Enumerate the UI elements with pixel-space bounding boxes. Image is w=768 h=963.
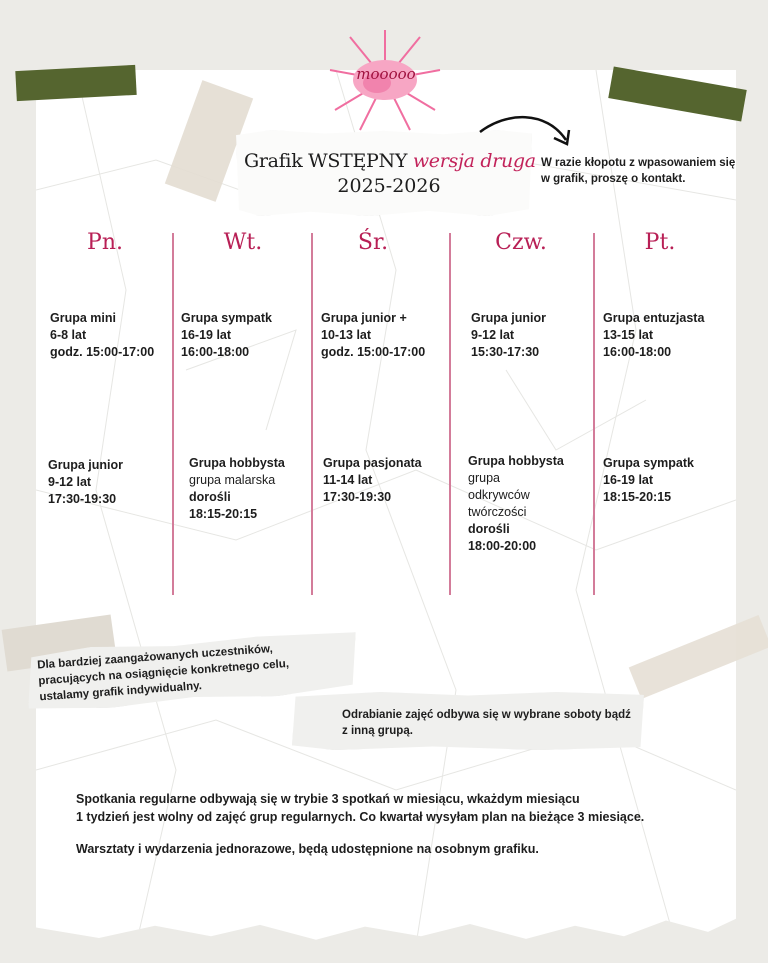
day-header-monday: Pn. xyxy=(87,230,123,255)
day-header-friday: Pt. xyxy=(644,230,676,255)
group-name: Grupa hobbysta xyxy=(189,456,285,470)
group-name: Grupa sympatk xyxy=(603,456,695,470)
slot-detail: 18:15-20:15 xyxy=(189,507,258,521)
slot-detail: godz. 15:00-17:00 xyxy=(50,345,155,359)
slot-detail: dorośli xyxy=(189,490,231,504)
footer-line-2: 1 tydzień jest wolny od zajęć grup regularnych. Co kwartał wysyłam plan na bieżące 3 miesiące. xyxy=(76,810,645,824)
title-accent: wersja druga xyxy=(412,150,536,172)
column-divider xyxy=(449,233,451,595)
slot-detail: 9-12 lat xyxy=(48,475,92,489)
title-prefix: Grafik WSTĘPNY xyxy=(244,150,408,172)
slot-detail: grupa xyxy=(468,471,500,485)
green-tape-left xyxy=(15,65,136,101)
group-name: Grupa pasjonata xyxy=(323,456,422,470)
slot-detail: grupa malarska xyxy=(189,473,276,487)
slot-detail: 16-19 lat xyxy=(603,473,654,487)
column-divider xyxy=(172,233,174,595)
column-divider xyxy=(593,233,595,595)
class-slot xyxy=(471,310,546,361)
arrow-icon xyxy=(476,110,576,160)
slot-detail: 13-15 lat xyxy=(603,328,654,342)
class-slot xyxy=(48,457,123,508)
slot-detail: 18:15-20:15 xyxy=(603,490,672,504)
note-makeup: Odrabianie zajęć odbywa się w wybrane soboty bądź z inną grupą. xyxy=(342,709,631,737)
footer-line-1: Spotkania regularne odbywają się w trybie 3 spotkań w miesiącu, wkażdym miesiącu xyxy=(76,792,580,806)
class-slot xyxy=(323,455,422,506)
column-divider xyxy=(311,233,313,595)
group-name: Grupa junior xyxy=(471,311,546,325)
group-name: Grupa entuzjasta xyxy=(603,311,705,325)
class-slot xyxy=(603,455,694,506)
slot-detail: dorośli xyxy=(468,522,510,536)
day-header-wednesday: Śr. xyxy=(357,230,389,255)
slot-detail: odkrywców xyxy=(468,488,530,502)
group-name: Grupa junior xyxy=(48,458,123,472)
logo-text: mooooo xyxy=(356,65,416,83)
slot-detail: godz. 15:00-17:00 xyxy=(321,345,426,359)
day-header-tuesday: Wt. xyxy=(223,230,263,255)
class-slot xyxy=(603,310,704,361)
group-name: Grupa junior + xyxy=(321,311,407,325)
class-slot xyxy=(468,453,564,555)
group-name: Grupa sympatk xyxy=(181,311,273,325)
slot-detail: 15:30-17:30 xyxy=(471,345,540,359)
slot-detail: 10-13 lat xyxy=(321,328,372,342)
slot-detail: 17:30-19:30 xyxy=(323,490,392,504)
class-slot xyxy=(181,310,272,361)
footer-line-3: Warsztaty i wydarzenia jednorazowe, będą udostępnione na osobnym grafiku. xyxy=(76,842,539,856)
slot-detail: 16-19 lat xyxy=(181,328,232,342)
group-name: Grupa hobbysta xyxy=(468,454,564,468)
note-individual: Dla bardziej zaangażowanych uczestników, pracujących na osiągnięcie konkretnego celu, ustalamy grafik indywidualny. xyxy=(36,643,290,704)
day-header-thursday: Czw. xyxy=(495,230,547,255)
slot-detail: 16:00-18:00 xyxy=(603,345,672,359)
slot-detail: 17:30-19:30 xyxy=(48,492,117,506)
title-years: 2025-2026 xyxy=(337,175,441,197)
slot-detail: 18:00-20:00 xyxy=(468,539,537,553)
slot-detail: 11-14 lat xyxy=(323,473,373,487)
slot-detail: 9-12 lat xyxy=(471,328,515,342)
contact-note: W razie kłopotu z wpasowaniem się w grafik, proszę o kontakt. xyxy=(541,157,736,185)
class-slot xyxy=(189,455,285,523)
slot-detail: 16:00-18:00 xyxy=(181,345,250,359)
slot-detail: 6-8 lat xyxy=(50,328,87,342)
logo xyxy=(325,25,445,135)
class-slot xyxy=(50,310,154,361)
slot-detail: twórczości xyxy=(468,505,527,519)
class-slot xyxy=(321,310,425,361)
group-name: Grupa mini xyxy=(50,311,116,325)
